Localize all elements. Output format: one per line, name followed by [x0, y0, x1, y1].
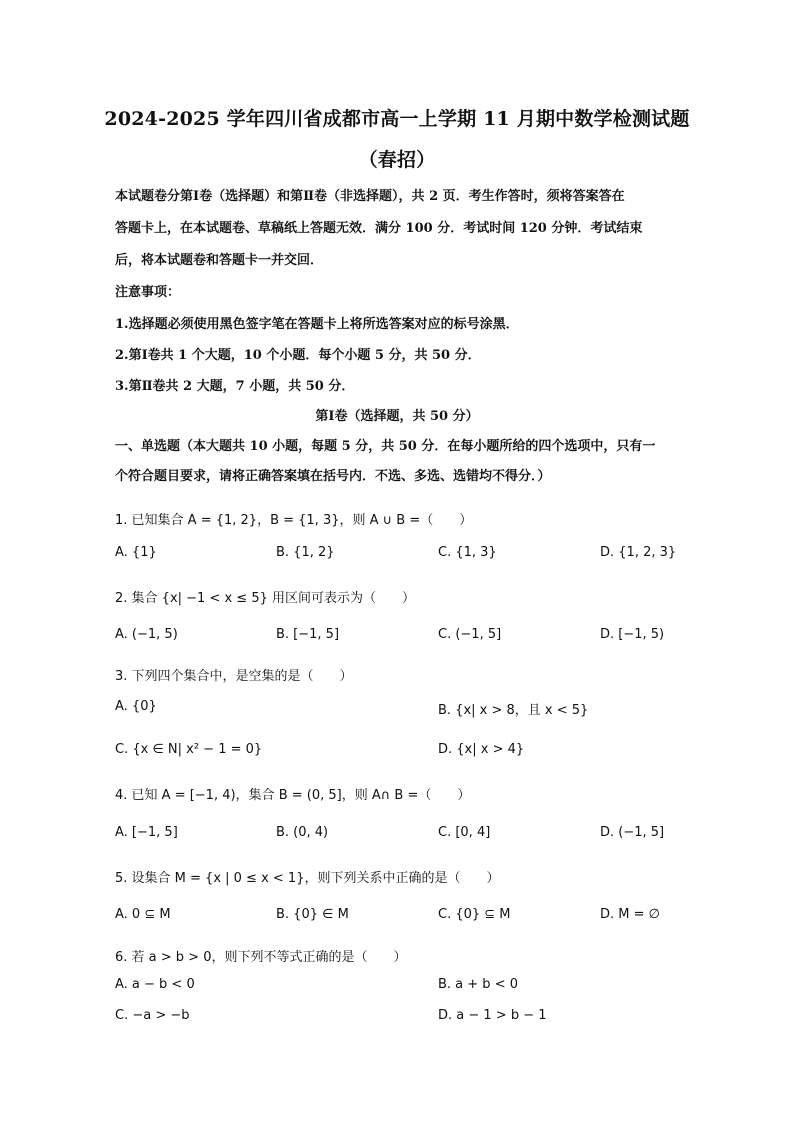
option-a: A. {0}	[115, 699, 157, 714]
option-c: C. {0} ⊆ M	[438, 907, 511, 922]
option-d: D. {1, 2, 3}	[600, 545, 677, 560]
notice-item: 1.选择题必须使用黑色签字笔在答题卡上将所选答案对应的标号涂黑．	[115, 317, 519, 332]
option-c: C. {x ∈ N| x² − 1 = 0}	[115, 742, 263, 757]
question-stem: 4. 已知 A = [−1, 4)，集合 B = (0, 5]，则 A∩ B =（ ）	[115, 788, 471, 803]
option-c: C. [0, 4]	[438, 825, 491, 840]
question-stem: 5. 设集合 M = {x | 0 ≤ x < 1}，则下列关系中正确的是（ ）	[115, 871, 500, 886]
option-d: D. [−1, 5)	[600, 627, 665, 642]
option-b: B. (0, 4)	[276, 825, 329, 840]
intro-line: 后，将本试题卷和答题卡一并交回．	[115, 253, 324, 268]
option-b: B. [−1, 5]	[276, 627, 340, 642]
question-stem: 6. 若 a > b > 0，则下列不等式正确的是（ ）	[115, 950, 407, 965]
notice-heading: 注意事项：	[115, 285, 181, 300]
intro-line: 本试题卷分第Ⅰ卷（选择题）和第Ⅱ卷（非选择题），共 2 页．考生作答时，须将答案答在	[115, 189, 625, 204]
part-heading: 第Ⅰ卷（选择题，共 50 分）	[315, 409, 479, 424]
notice-item: 2.第Ⅰ卷共 1 个大题，10 个小题．每个小题 5 分，共 50 分．	[115, 348, 481, 363]
option-b: B. {x| x > 8，且 x < 5}	[438, 703, 589, 718]
question-stem: 1. 已知集合 A = {1, 2}，B = {1, 3}，则 A ∪ B =（ ）	[115, 513, 473, 528]
option-c: C. (−1, 5]	[438, 627, 502, 642]
option-d: D. M = ∅	[600, 907, 660, 922]
option-d: D. a − 1 > b − 1	[438, 1008, 547, 1023]
option-d: D. {x| x > 4}	[438, 742, 525, 757]
notice-item: 3.第Ⅱ卷共 2 大题，7 小题，共 50 分．	[115, 379, 355, 394]
option-a: A. 0 ⊆ M	[115, 907, 171, 922]
option-a: A. (−1, 5)	[115, 627, 178, 642]
intro-line: 答题卡上，在本试题卷、草稿纸上答题无效．满分 100 分．考试时间 120 分钟．考试结束	[115, 221, 643, 236]
option-a: A. {1}	[115, 545, 157, 560]
question-stem: 2. 集合 {x| −1 < x ≤ 5} 用区间可表示为（ ）	[115, 591, 415, 606]
option-a: A. [−1, 5]	[115, 825, 178, 840]
option-d: D. (−1, 5]	[600, 825, 665, 840]
option-c: C. −a > −b	[115, 1008, 190, 1023]
option-a: A. a − b < 0	[115, 977, 195, 992]
option-b: B. {1, 2}	[276, 545, 335, 560]
section-intro: 个符合题目要求，请将正确答案填在括号内．不选、多选、选错均不得分．）	[115, 469, 551, 484]
option-b: B. {0} ∈ M	[276, 907, 349, 922]
question-stem: 3. 下列四个集合中，是空集的是（ ）	[115, 669, 353, 684]
option-c: C. {1, 3}	[438, 545, 497, 560]
section-intro: 一、单选题（本大题共 10 小题，每题 5 分，共 50 分．在每小题所给的四个选项中，只有一	[115, 439, 656, 454]
exam-title: 2024-2025 学年四川省成都市高一上学期 11 月期中数学检测试题	[104, 108, 690, 130]
option-b: B. a + b < 0	[438, 977, 518, 992]
exam-subtitle: （春招）	[358, 149, 436, 171]
